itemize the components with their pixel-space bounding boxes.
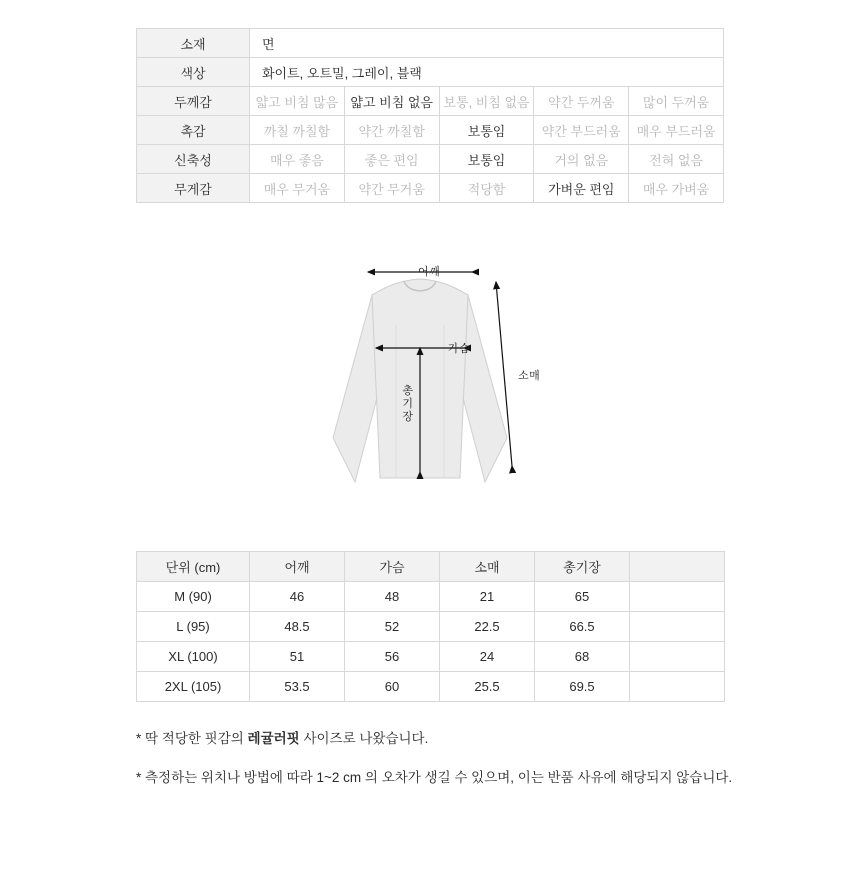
size-header-cell bbox=[630, 552, 725, 582]
fabric-spec-table bbox=[136, 28, 724, 203]
size-header-cell: 총기장 bbox=[535, 552, 630, 582]
spec-option: 까칠 까칠함 bbox=[250, 116, 345, 145]
spec-option: 약간 두꺼움 bbox=[534, 87, 629, 116]
size-row-value: 56 bbox=[345, 642, 440, 672]
size-row-value: 66.5 bbox=[535, 612, 630, 642]
size-table-row bbox=[137, 612, 725, 642]
note-fit-post: 사이즈로 나왔습니다. bbox=[299, 731, 429, 746]
size-row-value: 21 bbox=[440, 582, 535, 612]
size-row-value: 51 bbox=[250, 642, 345, 672]
size-notes bbox=[136, 730, 736, 808]
size-row-value: 22.5 bbox=[440, 612, 535, 642]
size-row-value: 52 bbox=[345, 612, 440, 642]
spec-row-label: 신축성 bbox=[137, 145, 250, 174]
spec-option: 매우 부드러움 bbox=[629, 116, 724, 145]
spec-row-label: 소재 bbox=[137, 29, 250, 58]
size-table-row bbox=[137, 642, 725, 672]
spec-row bbox=[137, 87, 724, 116]
spec-row-value: 면 bbox=[250, 29, 724, 58]
spec-option-selected: 얇고 비침 없음 bbox=[344, 87, 439, 116]
spec-option: 적당함 bbox=[439, 174, 534, 203]
spec-option: 거의 없음 bbox=[534, 145, 629, 174]
spec-row-value: 화이트, 오트밀, 그레이, 블랙 bbox=[250, 58, 724, 87]
size-row-value bbox=[630, 642, 725, 672]
fabric-spec-table-container bbox=[136, 28, 724, 203]
size-row-label: XL (100) bbox=[137, 642, 250, 672]
diagram-label-sleeve: 소매 bbox=[518, 370, 541, 382]
size-header-cell: 어깨 bbox=[250, 552, 345, 582]
size-row-value: 48.5 bbox=[250, 612, 345, 642]
spec-option: 매우 가벼움 bbox=[629, 174, 724, 203]
size-header-cell: 단위 (cm) bbox=[137, 552, 250, 582]
spec-option: 보통, 비침 없음 bbox=[439, 87, 534, 116]
size-row-value: 60 bbox=[345, 672, 440, 702]
note-fit bbox=[136, 730, 736, 749]
spec-option: 약간 부드러움 bbox=[534, 116, 629, 145]
spec-row-label: 색상 bbox=[137, 58, 250, 87]
spec-row bbox=[137, 116, 724, 145]
size-row-value: 68 bbox=[535, 642, 630, 672]
spec-row-label: 두께감 bbox=[137, 87, 250, 116]
size-row-value: 65 bbox=[535, 582, 630, 612]
size-header-cell: 소매 bbox=[440, 552, 535, 582]
spec-row bbox=[137, 58, 724, 87]
size-row-value bbox=[630, 672, 725, 702]
spec-option: 전혀 없음 bbox=[629, 145, 724, 174]
size-header-cell: 가슴 bbox=[345, 552, 440, 582]
diagram-label-total-length: 총기장 bbox=[402, 385, 414, 423]
size-row-label: M (90) bbox=[137, 582, 250, 612]
garment-measurement-diagram bbox=[300, 250, 580, 510]
size-row-value bbox=[630, 582, 725, 612]
size-chart-container bbox=[136, 551, 724, 702]
size-row-value: 24 bbox=[440, 642, 535, 672]
size-chart-table bbox=[136, 551, 725, 702]
spec-option: 매우 좋음 bbox=[250, 145, 345, 174]
size-row-value: 25.5 bbox=[440, 672, 535, 702]
diagram-label-chest: 가슴 bbox=[448, 343, 471, 355]
spec-row-label: 촉감 bbox=[137, 116, 250, 145]
spec-option: 약간 까칠함 bbox=[344, 116, 439, 145]
spec-option: 약간 무거움 bbox=[344, 174, 439, 203]
spec-row bbox=[137, 29, 724, 58]
note-fit-pre: * 딱 적당한 핏감의 bbox=[136, 731, 248, 746]
diagram-label-shoulder: 어깨 bbox=[418, 266, 441, 278]
size-row-value bbox=[630, 612, 725, 642]
spec-option-selected: 보통임 bbox=[439, 145, 534, 174]
spec-option: 매우 무거움 bbox=[250, 174, 345, 203]
size-row-label: 2XL (105) bbox=[137, 672, 250, 702]
spec-row bbox=[137, 174, 724, 203]
size-row-value: 53.5 bbox=[250, 672, 345, 702]
spec-option: 많이 두꺼움 bbox=[629, 87, 724, 116]
spec-option-selected: 가벼운 편임 bbox=[534, 174, 629, 203]
note-tolerance: * 측정하는 위치나 방법에 따라 1~2 cm 의 오차가 생길 수 있으며, 이는 반품 사유에 해당되지 않습니다. bbox=[136, 769, 733, 785]
size-row-value: 69.5 bbox=[535, 672, 630, 702]
note-fit-highlight: 레귤러핏 bbox=[247, 731, 300, 746]
size-header-row bbox=[137, 552, 725, 582]
size-table-row bbox=[137, 672, 725, 702]
spec-option-selected: 보통임 bbox=[439, 116, 534, 145]
size-row-value: 48 bbox=[345, 582, 440, 612]
size-table-row bbox=[137, 582, 725, 612]
spec-row bbox=[137, 145, 724, 174]
spec-option: 좋은 편임 bbox=[344, 145, 439, 174]
size-row-value: 46 bbox=[250, 582, 345, 612]
spec-row-label: 무게감 bbox=[137, 174, 250, 203]
spec-option: 얇고 비침 많음 bbox=[250, 87, 345, 116]
size-row-label: L (95) bbox=[137, 612, 250, 642]
